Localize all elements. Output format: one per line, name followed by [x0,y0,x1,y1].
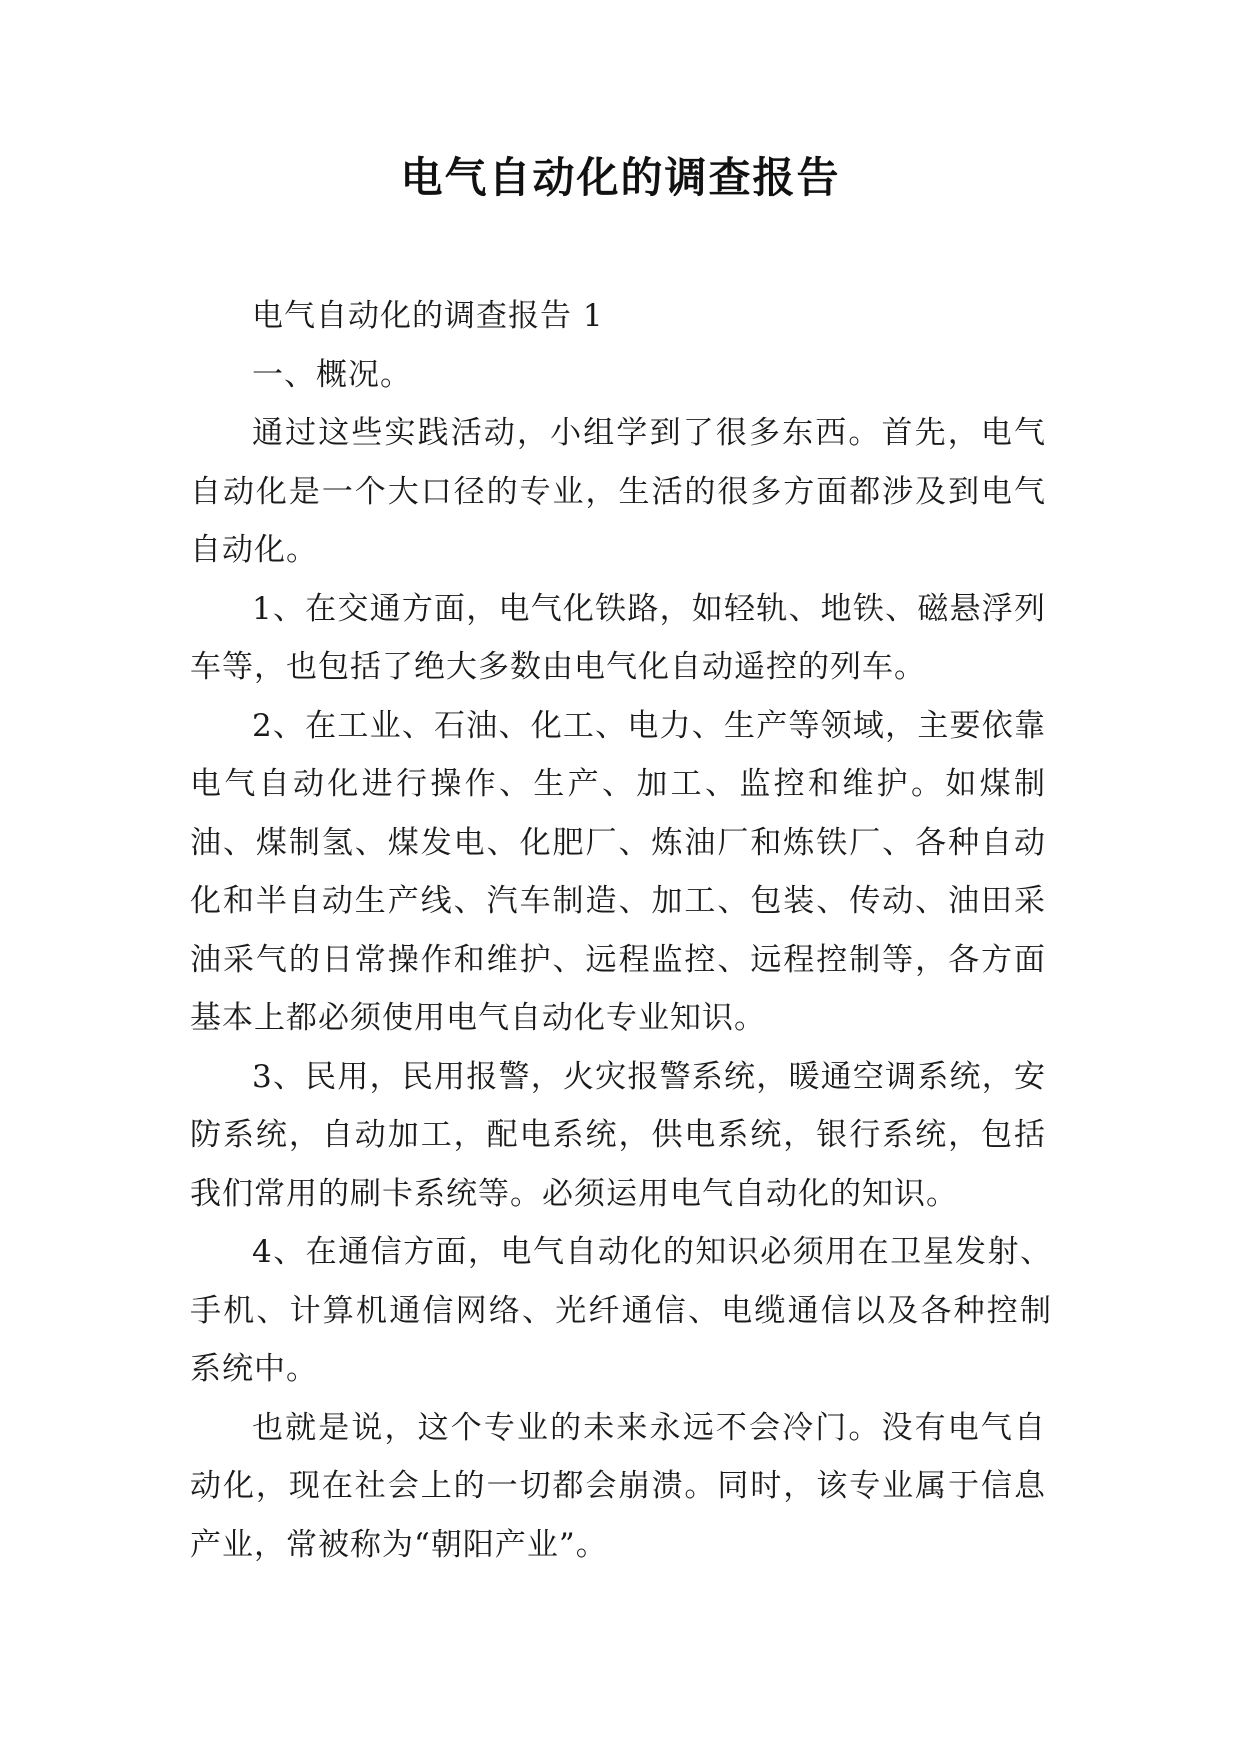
paragraph-civil: 3、民用，民用报警，火灾报警系统，暖通空调系统，安防系统，自动加工，配电系统，供电系统，银行系统，包括我们常用的刷卡系统等。必须运用电气自动化的知识。 [190,1058,1046,1212]
paragraph-section-heading: 一、概况。 [252,356,412,393]
document-body [190,287,1052,1574]
paragraph-industry: 2、在工业、石油、化工、电力、生产等领域，主要依靠电气自动化进行操作、生产、加工、监控和维护。如煤制油、煤制氢、煤发电、化肥厂、炼油厂和炼铁厂、各种自动化和半自动生产线、汽车制造、加工、包装、传动、油田采油采气的日常操作和维护、远程监控、远程控制等，各方面基本上都必须使用电气自动化专业知识。 [190,707,1046,1036]
paragraph-conclusion: 也就是说，这个专业的未来永远不会冷门。没有电气自动化，现在社会上的一切都会崩溃。同时，该专业属于信息产业，常被称为“朝阳产业”。 [190,1409,1046,1563]
paragraph-subtitle: 电气自动化的调查报告 1 [252,298,604,334]
paragraph-intro: 通过这些实践活动，小组学到了很多东西。首先，电气自动化是一个大口径的专业，生活的很多方面都涉及到电气自动化。 [190,415,1046,568]
paragraph-communication: 4、在通信方面，电气自动化的知识必须用在卫星发射、手机、计算机通信网络、光纤通信、电缆通信以及各种控制系统中。 [190,1234,1052,1387]
paragraph-transport: 1、在交通方面，电气化铁路，如轻轨、地铁、磁悬浮列车等，也包括了绝大多数由电气化自动遥控的列车。 [190,590,1046,685]
document-title: 电气自动化的调查报告 [400,153,841,202]
